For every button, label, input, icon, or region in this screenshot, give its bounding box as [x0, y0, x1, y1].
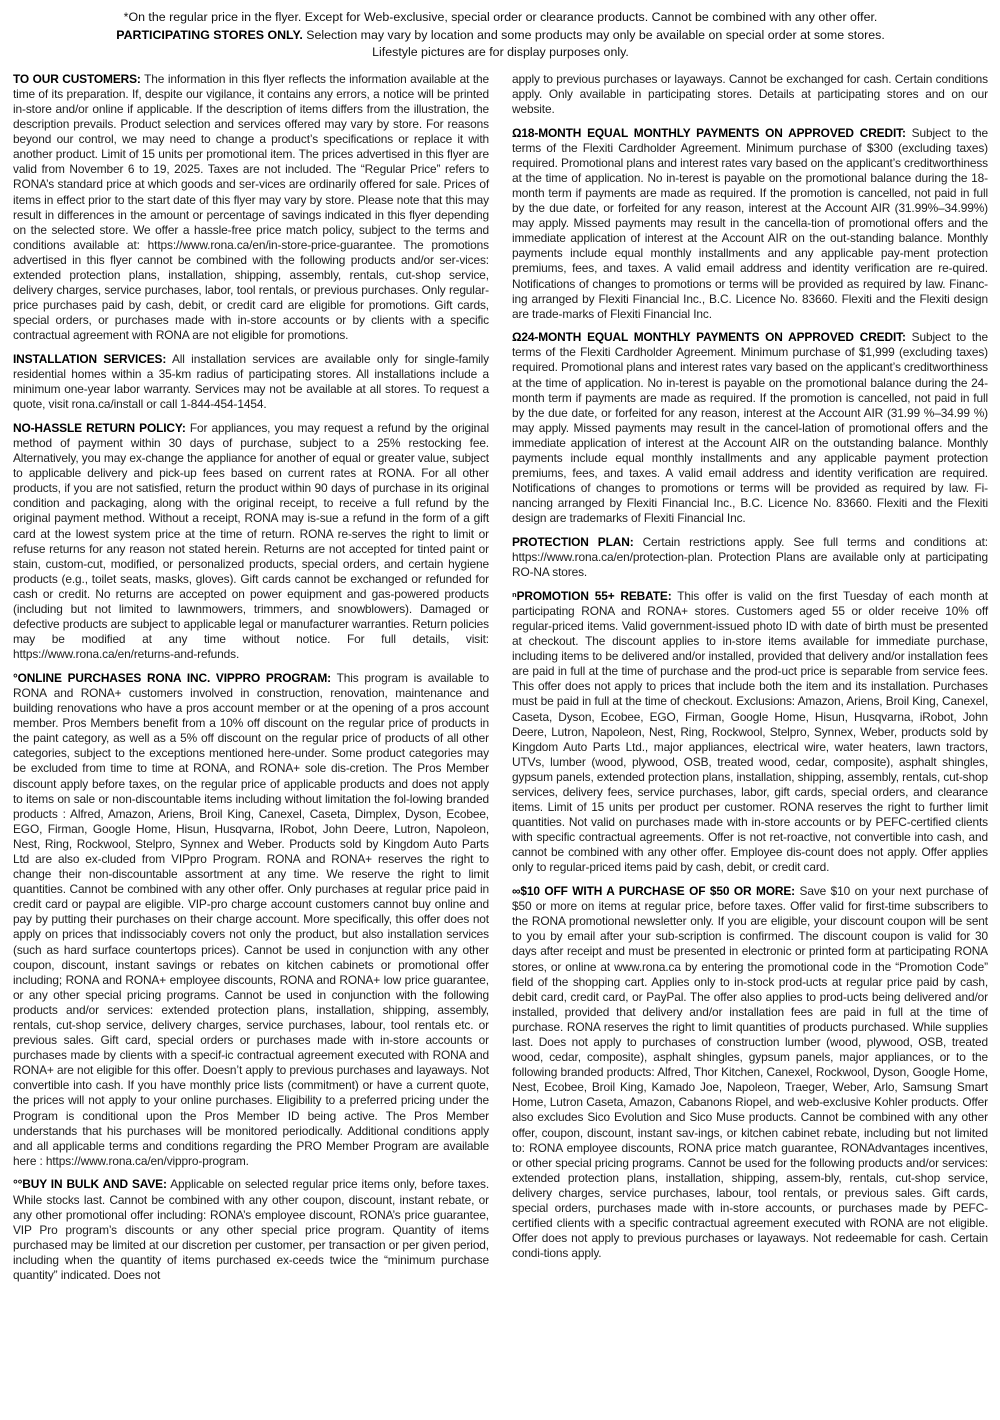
section-heading: ⁿPROMOTION 55+ REBATE:: [512, 588, 672, 603]
section-online-purchases-vippro: [13, 671, 489, 1169]
section-body: For appliances, you may request a refund by the original method of payment within 30 days of purchase, subject to a 25% restocking fee. Alternatively, you may ex-change the appliance for another of equal or greater value, subject to applicable delivery and pick-up fees based on current rates at RONA. For all other products, if you are not satisfied, return the product within 90 days of purchase in its original condition and packaging, along with the original receipt, to receive a full refund by the original payment method. Without a receipt, RONA may is-sue a refund in the form of a gift card at the lowest system price at the time of return. RONA re-serves the right to limit or refuse returns for any reason not stated herein. Returns are not accepted for tinted paint or stain, custom-cut, modified, or personalized products, special orders, and certain hygiene products (e.g., toilet seats, masks, gloves). Gift cards cannot be exchanged or refunded for cash or credit. No returns are accepted on power equipment and gas-powered products (including but not limited to lawnmowers, trimmers, and snowblowers). Damaged or defective products are subject to applicable legal or manufacturer warranties. Return policies may be modified at any time without notice. For full details, visit: https://www.rona.ca/en/returns-and-refunds.: [13, 420, 489, 662]
section-heading: PROTECTION PLAN:: [512, 535, 634, 549]
section-promotion-55-rebate: [512, 589, 988, 876]
section-body: This program is available to RONA and RONA+ customers involved in construction, renovation, maintenance and building renovations who have a pros account member or at the opening of a pros account member. Pros Members benefit from a 10% off discount on the regular price of products in the paint category, as well as a 5% off discount on the regular price of products of all other categories, subject to the exceptions mentioned here-under. Some product categories may be excluded from time to time at RONA, and RONA+ sole dis-cretion. The Pros Member discount apply before taxes, on the regular price of applicable products and does not apply to items on sale or non-discountable items including without limitation the fol-lowing branded products : Alfred, Amazon, Ariens, Broil King, Canexel, Caseta, Dimplex, Dyson, Ecobee, EGO, Firman, Google Home, Hisun, Husqvarna, IRobot, John Deere, Lutron, Napoleon, Nest, Ring, Rockwool, Stelpro, Synnex and Weber. Products sold by Kingdom Auto Parts Ltd are also ex-cluded from VIPpro Program. RONA and RONA+ reserves the right to change their non-discountable assortment at any time. We reserve the right to limit quantities. Cannot be combined with any other offer. Only purchases at regular price paid in credit card or paypal are eligible. VIP-pro charge account customers cannot buy online and pay by putting their purchases on their charge account. More specifically, this offer does not apply on prices that indissociably covers not only the product, but also installation services (such as hard surface countertops prices). Cannot be used in conjunction with any other coupon, discount, instant savings or rebates on kitchen cabinets or promotional offer including; RONA and RONA+ employee discounts, RONA and RONA+ low price guarantee, or any other special pricing programs. Cannot be used in conjunction with the following products and/or services: extended protection plans, installation, shipping, assembly, rentals, cut-shop service, delivery charges, service purchases, labour, tool rentals etc. or previous sales. Gift card, special orders or purchases made with in-store accounts or purchases made by clients with a specif-ic contractual agreement executed with RONA and RONA+ are not eligible for this offer. Doesn’t apply to previous purchases and layaways. Not convertible into cash. If you have monthly price lists (commitment) or have a current quote, the prices will not apply to your online purchases. Eligibility to a preferred pricing under the Program is conditional upon the Pros Member ID being active. The Pros Member understands that his purchases will be monitored periodically. Additional conditions apply and all applicable terms and conditions regarding the PRO Member Program are available here : https://www.rona.ca/en/vippro-program.: [13, 670, 490, 1168]
section-18-month-equal-payments: [512, 126, 988, 322]
section-buy-in-bulk-continuation: [512, 72, 988, 117]
header-note-regular-price: *On the regular price in the flyer. Except for Web-exclusive, special order or clearance products. Cannot be combined with any other offer.: [123, 10, 878, 24]
section-installation-services: [13, 352, 489, 412]
section-24-month-equal-payments: [512, 330, 988, 526]
section-body: Save $10 on your next purchase of $50 or more on items at regular price, before taxes. Offer valid for first-time subscribers to the RONA promotional newsletter only. If you are eligible, your discount coupon will be sent to you by email after your sub-scription is confirmed. The discount coupon is valid for 30 days after receipt and must be presented in electronic or printed form at participating RONA stores, or online at www.rona.ca by entering the promotional code in the “Promotion Code” field of the shopping cart. Applies only to in-stock prod-ucts at regular price paid by cash, debit card, credit card, or PayPal. The offer also applies to prod-ucts being delivered and/or installed, provided that delivery and/or installation fees are paid in full at the time of purchase. RONA reserves the right to limit quantities of products purchased. While supplies last. Does not apply to purchases of construction lumber (wood, plywood, OSB, treated wood, cedar, composite), asphalt shingles, gypsum panels, major appliances, or to the following branded products: Alfred, Thor Kitchen, Canexel, Rockwool, Dyson, Google Home, Nest, Ecobee, Broil King, Kamado Joe, Napoleon, Traeger, Weber, Arlo, Samsung Smart Home, Lutron Caseta, Amazon, Cabanons Riopel, and web-exclusive Kohler products. Offer also excludes Sico Evolution and Sico Muse products. Cannot be combined with any other offer, coupon, discount, instant sav-ings, or kitchen cabinet rebate, including but not limited to: RONA employee discounts, RONA price match guarantee, RONAdvantages incentives, or other special pricing programs. Cannot be used for the following products and/or services: extended protection plans, installation, shipping, assem-bly, rentals, cut-shop service, delivery charges, service purchases, labour, tool rentals, or previous sales. Gift cards, special orders, purchases made with in-store accounts, or purchases made by PEFC-certified clients with a specific contractual agreement executed with RONA are not eligible. Offer does not apply to previous purchases or layaways. Not redeemable for cash. Certain condi-tions apply.: [512, 884, 989, 1261]
participating-stores-label: PARTICIPATING STORES ONLY.: [116, 27, 303, 42]
section-body: The information in this flyer reflects the information available at the time of its preparation. If, despite our vigilance, it contains any errors, a notice will be printed in-store and/or online if applicable. If the description of items differs from the illustration, the description prevails. Product selection and services offered may vary by store. For reasons beyond our control, we may need to change a product’s specifications or replace it with another product. Limit of 15 units per promotional item. The prices advertised in this flyer are valid from November 6 to 19, 2025. Taxes are not included. The “Regular Price” refers to RONA’s standard price at which goods and ser-vices are ordinarily offered for sale. Prices of items in effect prior to the start date of this flyer may vary by store. Please note that this may result in differences in the amount or percentage of savings indicated in this flyer depending on the selected store. We offer a hassle-free price match policy, subject to the terms and conditions available at: https://www.rona.ca/en/in-store-price-guarantee. The promotions advertised in this flyer cannot be combined with the following products and/or ser-vices: extended protection plans, installation, shipping, assembly, rentals, cut-shop service, delivery charges, service purchases, labor, tool rentals, or previous purchases. Only regular-price purchases paid by cash, debit, or credit card are eligible for promotions. Gift cards, special orders, or purchases made with in-store accounts or by clients with a specific contractual agreement with RONA are not eligible for promotions.: [13, 71, 490, 343]
section-body: Subject to the terms of the Flexiti Cardholder Agreement. Minimum purchase of $1,999 (excluding taxes) required. Promotional plans and interest rates vary based on the applicant’s creditworthiness at the time of application. No in-terest is payable on the promotional balance during the 24-month term if payments are made as required. If the promotion is cancelled, not paid in full by the due date, or forfeited for any reason, interest at the Account AIR (31.99 %–34.99 %) may apply. Missed payments may result in the cancel-lation of promotional offers and the immediate application of interest at the Account AIR on the outstanding balance. Monthly payments include equal monthly installments and any applicable payment protection premiums, fees, and taxes. A valid email address and identity verification are required. Notifications of changes to promotions or terms will be provided as required by law. Fi-nancing arranged by Flexiti Financial Inc., B.C. Licence No. 83660. Flexiti and the Flexiti design are trademarks of Flexiti Financial Inc.: [512, 330, 988, 526]
section-body: Certain restrictions apply. See full terms and conditions at: https://www.rona.ca/en/protection-plan. Protection Plans are available only at participating RO-NA stores.: [512, 535, 988, 580]
section-10-off-50-purchase: [512, 884, 988, 1261]
section-heading: INSTALLATION SERVICES:: [13, 351, 167, 366]
section-body: apply to previous purchases or layaways. Cannot be exchanged for cash. Certain conditions apply. Only available in participating stores. Details at participating stores and on our website.: [512, 71, 988, 116]
section-heading: °ONLINE PURCHASES RONA INC. VIPPRO PROGRAM:: [13, 670, 332, 685]
left-column: [13, 72, 489, 1283]
header-note-participating-stores: [13, 27, 988, 45]
section-body: Subject to the terms of the Flexiti Cardholder Agreement. Minimum purchase of $300 (excluding taxes) required. Promotional plans and interest rates vary based on the applicant’s creditworthiness at the time of application. No in-terest is payable on the promotional balance during the 18-month term if payments are made as required. If the promotion is cancelled, not paid in full by the due date, or forfeited for any reason, interest at the Account AIR (31.99%–34.99%) may apply. Missed payments may result in the cancella-tion of promotional offers and the immediate application of interest at the Account AIR on the out-standing balance. Monthly payments include equal monthly installments and any applicable pay-ment protection premiums, fees, and taxes. A valid email address and identity verification are re-quired. Notifications of changes to promotions or terms will be provided as required by law. Financ-ing arranged by Flexiti Financial Inc., B.C. Licence No. 83660. Flexiti and the Flexiti design are trade-marks of Flexiti Financial Inc.: [512, 125, 988, 321]
section-body: All installation services are available only for single-family residential homes within a 35-km radius of participating stores. All installations include a minimum one-year labor warranty. Services may not be available at all stores. To request a quote, visit rona.ca/install or call 1-844-454-1454.: [13, 351, 490, 412]
section-to-our-customers: [13, 72, 489, 344]
section-heading: ∞$10 OFF WITH A PURCHASE OF $50 OR MORE:: [512, 884, 796, 899]
section-heading: Ω24-MONTH EQUAL MONTHLY PAYMENTS ON APPROVED CREDIT:: [512, 330, 906, 345]
section-heading: Ω18-MONTH EQUAL MONTHLY PAYMENTS ON APPROVED CREDIT:: [512, 125, 906, 140]
header-note-lifestyle-pictures: Lifestyle pictures are for display purposes only.: [372, 45, 629, 60]
flyer-header-notes: [13, 9, 988, 62]
section-buy-in-bulk-and-save: [13, 1177, 489, 1283]
participating-stores-text: Selection may vary by location and some products may only be available on special order at some stores.: [306, 27, 885, 42]
section-heading: °°BUY IN BULK AND SAVE:: [13, 1177, 167, 1192]
section-no-hassle-return-policy: [13, 421, 489, 663]
section-body: Applicable on selected regular price items only, before taxes. While stocks last. Cannot be combined with any other coupon, discount, instant rebate, or any other promotional offer including: RONA’s employee discount, RONA’s price guarantee, VIP Pro program’s discounts or any other special price program. Quantity of items purchased may be limited at our discretion per customer, per transaction or per given period, including when the quantity of items purchased ex-ceeds twice the “minimum purchase quantity” indicated. Does not: [13, 1177, 490, 1282]
section-heading: TO OUR CUSTOMERS:: [13, 71, 141, 86]
section-body: This offer is valid on the first Tuesday of each month at participating RONA and RONA+ stores. Customers aged 55 or older receive 10% off regular-priced items. Valid government-issued photo ID with date of birth must be presented at checkout. The discount applies to in-store items available for immediate purchase, including items to be delivered and/or installed, provided that delivery and/or installation fees are paid in full at the time of purchase and the prod-uct price is separable from service fees. This offer does not apply to prices that include both the item and its installation. Purchases must be paid in full at the time of checkout. Exclusions: Amazon, Ariens, Broil King, Canexel, Caseta, Dyson, Ecobee, EGO, Firman, Google Home, Hisun, Husqvarna, iRobot, John Deere, Lutron, Napoleon, Nest, Ring, Rockwool, Stelpro, Synnex, Weber, products sold by Kingdom Auto Parts Ltd., major appliances, electrical wire, water heaters, lawn tractors, UTVs, lumber (wood, plywood, OSB, treated wood, cedar, composite), asphalt shingles, gypsum panels, extended protection plans, installation, shipping, assembly, rentals, cut-shop services, delivery fees, service purchases, labor, gift cards, special orders, and clearance items. Limit of 15 units per product per customer. RONA reserves the right to further limit quantities. Not valid on purchases made with in-store accounts or by PEFC-certified clients with specific contractual agreements. Offer is not ret-roactive, not convertible into cash, and cannot be combined with any other offer. Employee dis-count does not apply. Offer applies only to regular-priced items paid by cash, debit, or credit card.: [512, 588, 988, 875]
section-heading: NO-HASSLE RETURN POLICY:: [13, 420, 186, 435]
section-protection-plan: [512, 535, 988, 580]
two-column-body: [13, 72, 988, 1283]
right-column: [512, 72, 988, 1262]
